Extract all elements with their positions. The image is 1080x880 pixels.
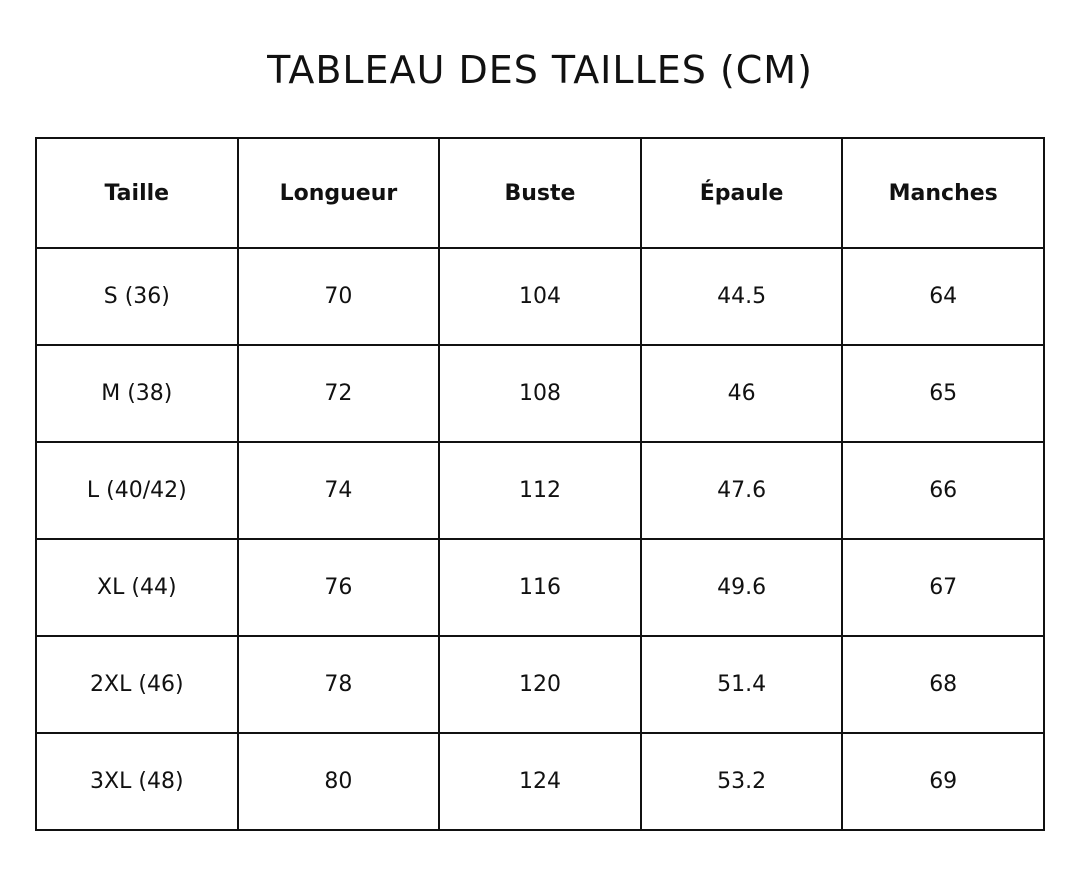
cell-longueur: 76: [238, 539, 440, 636]
table-row: [36, 733, 1044, 830]
header-epaule: Épaule: [641, 138, 843, 248]
table-header-row: [36, 138, 1044, 248]
cell-epaule: 51.4: [641, 636, 843, 733]
cell-longueur: 74: [238, 442, 440, 539]
cell-taille: 3XL (48): [36, 733, 238, 830]
cell-buste: 116: [439, 539, 641, 636]
size-chart-table: [35, 137, 1045, 831]
header-buste: Buste: [439, 138, 641, 248]
table-row: [36, 248, 1044, 345]
cell-taille: M (38): [36, 345, 238, 442]
header-longueur: Longueur: [238, 138, 440, 248]
cell-taille: 2XL (46): [36, 636, 238, 733]
cell-taille: S (36): [36, 248, 238, 345]
cell-manches: 65: [842, 345, 1044, 442]
cell-manches: 67: [842, 539, 1044, 636]
cell-epaule: 46: [641, 345, 843, 442]
cell-taille: XL (44): [36, 539, 238, 636]
cell-longueur: 80: [238, 733, 440, 830]
cell-manches: 69: [842, 733, 1044, 830]
cell-buste: 120: [439, 636, 641, 733]
cell-manches: 68: [842, 636, 1044, 733]
cell-manches: 66: [842, 442, 1044, 539]
cell-buste: 124: [439, 733, 641, 830]
page-title: TABLEAU DES TAILLES (CM): [267, 48, 813, 92]
table-row: [36, 539, 1044, 636]
cell-epaule: 49.6: [641, 539, 843, 636]
cell-longueur: 70: [238, 248, 440, 345]
cell-taille: L (40/42): [36, 442, 238, 539]
header-manches: Manches: [842, 138, 1044, 248]
table-row: [36, 636, 1044, 733]
cell-manches: 64: [842, 248, 1044, 345]
cell-epaule: 47.6: [641, 442, 843, 539]
header-taille: Taille: [36, 138, 238, 248]
cell-epaule: 44.5: [641, 248, 843, 345]
table-row: [36, 442, 1044, 539]
cell-buste: 108: [439, 345, 641, 442]
cell-buste: 112: [439, 442, 641, 539]
cell-longueur: 72: [238, 345, 440, 442]
table-row: [36, 345, 1044, 442]
cell-epaule: 53.2: [641, 733, 843, 830]
cell-longueur: 78: [238, 636, 440, 733]
cell-buste: 104: [439, 248, 641, 345]
